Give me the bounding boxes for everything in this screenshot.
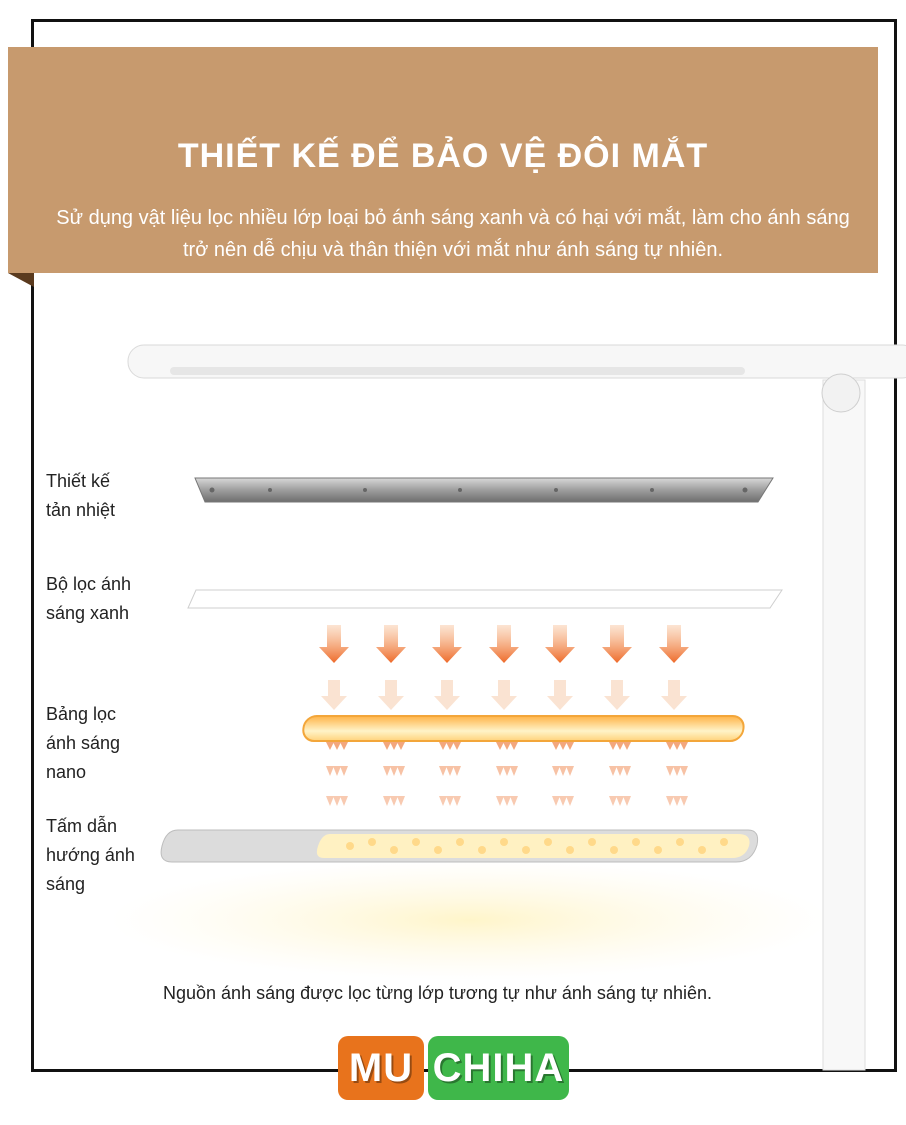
lamp-head-light: [170, 367, 745, 375]
light-glow: [110, 860, 830, 980]
page-title: THIẾT KẾ ĐỂ BẢO VỆ ĐÔI MẮT: [177, 137, 709, 175]
label-light-guide: Tấm dẫn hướng ánh sáng: [46, 816, 135, 894]
label-blue-filter: Bộ lọc ánh sáng xanh: [46, 574, 132, 623]
brand-logo-mu: MU: [338, 1036, 424, 1100]
faded-arrows: [321, 680, 687, 710]
caption-text: Nguồn ánh sáng được lọc từng lớp tương tự như ánh sáng tự nhiên.: [163, 983, 713, 1003]
banner-description: Sử dụng vật liệu lọc nhiều lớp loại bỏ ánh sáng xanh và có hại với mắt, làm cho ánh sáng trở nên dễ chịu và thân thiện với mắt như ánh sáng tự nhiên.: [56, 207, 850, 261]
small-arrow-clusters: [326, 742, 688, 806]
nano-filter-plate: [302, 716, 745, 741]
lamp-pole: [823, 380, 865, 1070]
light-guide-led-area: [317, 834, 750, 858]
heat-sink-plate: [195, 478, 773, 502]
label-nano-filter: Bảng lọc ánh sáng nano: [46, 704, 121, 782]
filter-arrows: [319, 625, 689, 663]
label-heat-sink: Thiết kế tản nhiệt: [46, 471, 116, 520]
brand-logo-chiha: CHIHA: [428, 1036, 569, 1100]
lamp-joint: [822, 374, 860, 412]
blue-filter-plate: [188, 590, 782, 608]
